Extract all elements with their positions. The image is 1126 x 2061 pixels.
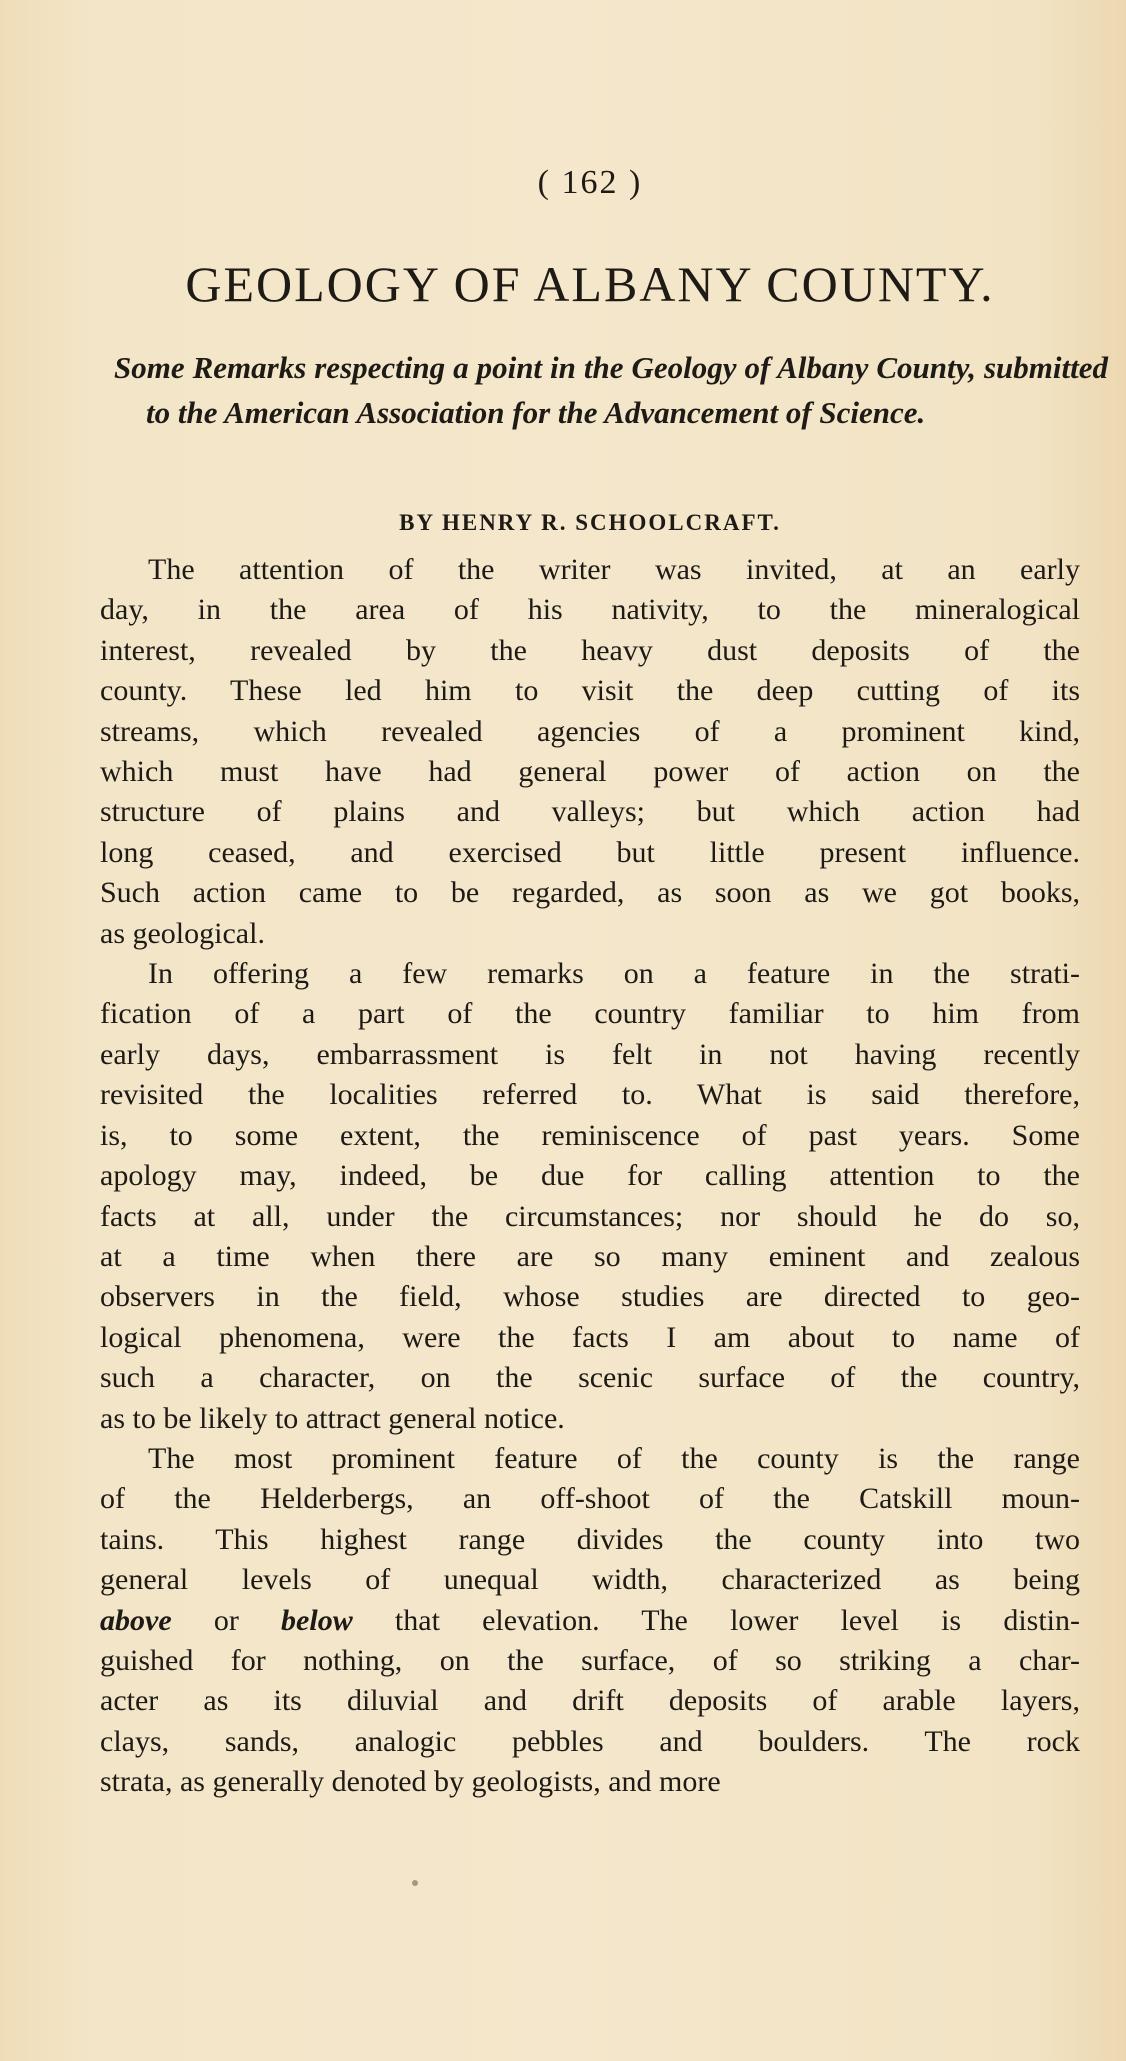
text-line: apology may, indeed, be due for calling attention to the [100, 1159, 1080, 1193]
page-number: ( 162 ) [537, 164, 643, 201]
text-fragment: or [171, 1603, 282, 1637]
text-line: general levels of unequal width, characterized as being [100, 1563, 1080, 1597]
text-line: guished for nothing, on the surface, of so striking a char- [100, 1643, 1080, 1677]
text-line: such a character, on the scenic surface of the country, [100, 1361, 1080, 1395]
text-line: at a time when there are so many eminent and zealous [100, 1239, 1080, 1273]
text-line: acter as its diluvial and drift deposits of arable layers, [100, 1684, 1080, 1718]
text-line: is, to some extent, the reminiscence of past years. Some [100, 1118, 1080, 1152]
text-fragment: that elevation. The lower level is distin- [352, 1603, 1080, 1637]
article-body [100, 550, 1080, 1803]
text-line: facts at all, under the circumstances; nor should he do so, [100, 1199, 1080, 1233]
paragraph [100, 1439, 1080, 1803]
text-line: as to be likely to attract general notice. [100, 1401, 565, 1435]
text-line: strata, as generally denoted by geologists, and more [100, 1765, 721, 1799]
text-line: long ceased, and exercised but little present influence. [100, 835, 1080, 869]
text-line: In offering a few remarks on a feature in the strati- [148, 957, 1080, 991]
emphasized-word: below [281, 1603, 353, 1637]
emphasized-word: above [100, 1603, 172, 1637]
article-title: GEOLOGY OF ALBANY COUNTY. [185, 256, 995, 312]
text-line: which must have had general power of action on the [100, 755, 1080, 789]
text-line: clays, sands, analogic pebbles and boulders. The rock [100, 1724, 1080, 1758]
article-subtitle: Some Remarks respecting a point in the Geology of Albany County, submitted to the American Association for the Advancement of Science. [114, 350, 1108, 430]
text-line: as geological. [100, 916, 265, 950]
text-line: observers in the field, whose studies are directed to geo- [100, 1280, 1080, 1314]
author-byline: BY HENRY R. SCHOOLCRAFT. [399, 510, 781, 535]
text-line: county. These led him to visit the deep cutting of its [100, 674, 1080, 708]
text-line: early days, embarrassment is felt in not having recently [100, 1037, 1080, 1071]
text-line: fication of a part of the country familiar to him from [100, 997, 1080, 1031]
text-line: logical phenomena, were the facts I am about to name of [100, 1320, 1080, 1354]
text-line: interest, revealed by the heavy dust deposits of the [100, 633, 1080, 667]
text-line [100, 1601, 1080, 1641]
text-line: day, in the area of his nativity, to the mineralogical [100, 593, 1080, 627]
paragraph [100, 550, 1080, 954]
text-line: Such action came to be regarded, as soon as we got books, [100, 876, 1080, 910]
text-line: The most prominent feature of the county is the range [148, 1441, 1080, 1475]
paragraph [100, 954, 1080, 1439]
text-line: tains. This highest range divides the county into two [100, 1522, 1080, 1556]
text-line: The attention of the writer was invited, at an early [148, 553, 1080, 586]
text-line: revisited the localities referred to. What is said therefore, [100, 1078, 1080, 1112]
text-line: structure of plains and valleys; but which action had [100, 795, 1080, 829]
text-line: of the Helderbergs, an off-shoot of the Catskill moun- [100, 1482, 1080, 1516]
text-line: streams, which revealed agencies of a prominent kind, [100, 714, 1080, 748]
ink-speck [412, 1880, 418, 1886]
